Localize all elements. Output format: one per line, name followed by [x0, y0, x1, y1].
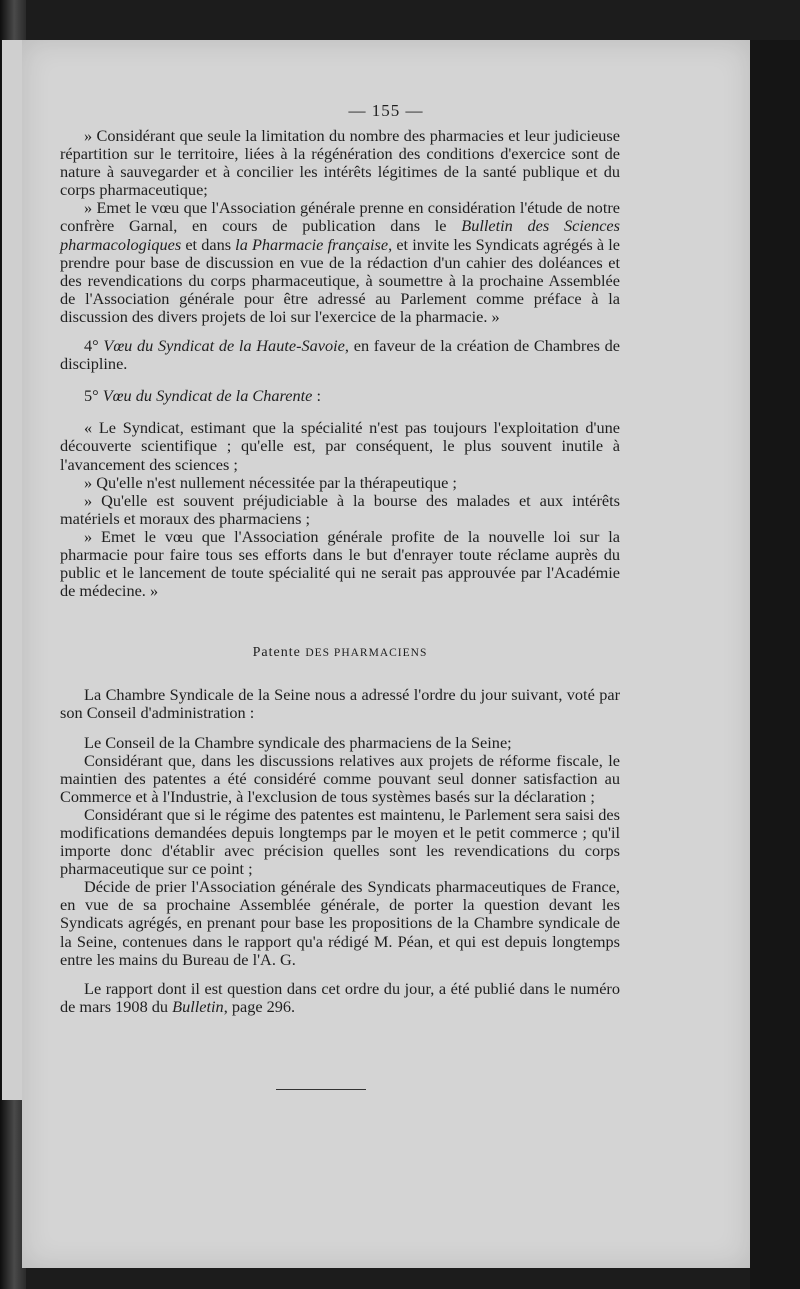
text-run: 4° [84, 336, 104, 356]
text-run: : [312, 386, 322, 406]
page-body [60, 127, 620, 1016]
paragraph: » Emet le vœu que l'Association générale profite de la nouvelle loi sur la pharmacie pour faire tous ses efforts dans le but d'enrayer toute réclame auprès du public et le lancement de toute spécialité qui ne serait pas approuvée par l'Académie de médecine. » [60, 526, 620, 601]
paragraph: La Chambre Syndicale de la Seine nous a adressé l'ordre du jour suivant, voté par son Conseil d'administration : [60, 685, 620, 723]
paragraph: Considérant que si le régime des patentes est maintenu, le Parlement sera saisi des modifications demandées depuis longtemps par le moyen et le petit commerce ; qu'il importe donc d'établir avec précision quelles sont les revendications du corps pharmaceutique sur ce point ; [60, 804, 620, 879]
journal-title: la Pharmacie française [235, 234, 389, 254]
paragraph: « Le Syndicat, estimant que la spécialité n'est pas toujours l'exploitation d'une découverte scientifique ; qu'elle est, par conséquent, le plus souvent inutile à l'avancement des sciences ; [60, 418, 620, 474]
document-page [22, 40, 750, 1268]
page-number: — 155 — [348, 101, 424, 120]
paragraph [60, 387, 620, 405]
end-rule [276, 1089, 366, 1090]
heading-initial: Patente [252, 645, 306, 661]
paragraph [60, 980, 620, 1016]
section-heading [60, 644, 620, 662]
previous-page-edge [2, 40, 24, 1100]
paragraph: Le Conseil de la Chambre syndicale des pharmaciens de la Seine; [84, 732, 512, 752]
motion-title: Vœu du Syndicat de la Charente [102, 386, 313, 406]
heading-rest: DES PHARMACIENS [305, 647, 428, 660]
paragraph [60, 199, 620, 326]
text-run: , en faveur de la création de Chambres de discipline. [60, 336, 621, 374]
journal-title: Bulletin [172, 996, 224, 1016]
paragraph: » Qu'elle est souvent préjudiciable à la bourse des malades et aux intérêts matériels et moraux des pharmaciens ; [60, 490, 620, 528]
text-run: Le rapport dont il est question dans cet ordre du jour, a été publié dans le numéro de mars 1908 du [60, 978, 620, 1016]
paragraph: » Considérant que seule la limitation du nombre des pharmacies et leur judicieuse répartition sur le territoire, liées à la régénération des conditions d'exercice sont de nature à sauvegarder et à concilier les intérêts légitimes de la santé publique et du corps pharmaceutique; [60, 126, 620, 200]
paragraph: » Qu'elle n'est nullement nécessitée par la thérapeutique ; [84, 472, 457, 492]
text-run: et dans [181, 234, 236, 254]
text-run: , et invite les Syndicats agrégés à le prendre pour base de discussion en vue de la rédaction d'un cahier des doléances et des revendications du corps pharmaceutique, à soumettre à la prochaine Assemblée de l'Association générale pour être adressé au Parlement comme préface à la discussion des divers projets de loi sur l'exercice de la pharmacie. » [60, 234, 620, 326]
motion-title: Vœu du Syndicat de la Haute-Savoie [103, 336, 345, 356]
text-run: , page 296. [223, 996, 296, 1016]
paragraph: Considérant que, dans les discussions relatives aux projets de réforme fiscale, le maintien des patentes a été considéré comme pouvant seul donner satisfaction au Commerce et à l'Industrie, à l'exclusion de tous systèmes basés sur la déclaration ; [60, 750, 620, 806]
journal-title: Bulletin des Sciences pharmacologiques [60, 216, 620, 254]
text-run: » Emet le vœu que l'Association générale prenne en considération l'étude de notre confrère Garnal, en cours de publication dans le [60, 198, 620, 236]
paragraph [60, 337, 620, 373]
scan-background [750, 40, 800, 1289]
text-run: 5° [84, 386, 103, 406]
paragraph: Décide de prier l'Association générale des Syndicats pharmaceutiques de France, en vue de sa prochaine Assemblée générale, de porter la question devant les Syndicats agrégés, en prenant pour base les propositions de la Chambre syndicale de la Seine, contenues dans le rapport qu'a rédigé M. Péan, et qui est depuis longtemps entre les mains du Bureau de l'A. G. [60, 877, 620, 969]
